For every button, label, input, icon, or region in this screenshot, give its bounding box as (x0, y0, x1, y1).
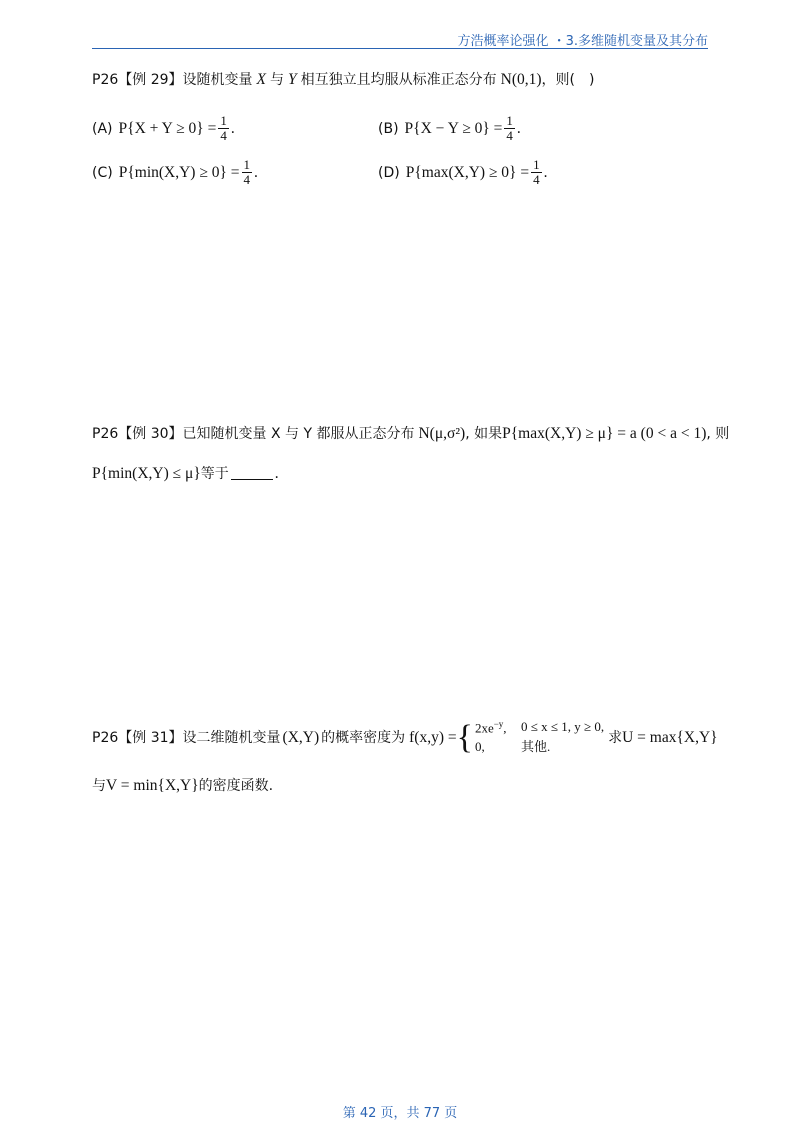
option-c-denominator: 4 (243, 172, 251, 188)
option-d-label: (D) (378, 164, 400, 181)
case-row-1 (475, 718, 604, 738)
example-31-lead: P26【例 31】设二维随机变量 (92, 729, 281, 746)
example-29-question (92, 72, 594, 88)
header-divider (92, 48, 708, 49)
option-b-end: . (516, 120, 521, 138)
option-a (92, 114, 235, 144)
example-31-ask: 求 (608, 729, 623, 746)
example-29-var-x: X (256, 71, 266, 88)
example-30-equals-text: 等于 (200, 465, 229, 482)
option-c-expr: P{min(X,Y) ≥ 0} = (118, 164, 240, 182)
option-c (92, 158, 258, 188)
case-1-condition: 0 ≤ x ≤ 1, y ≥ 0, (520, 719, 605, 734)
example-29-tail: ，则( ) (541, 71, 595, 88)
case-1-exponent: −y (493, 719, 504, 729)
option-d-end: . (543, 164, 548, 182)
option-c-fraction (242, 158, 253, 188)
example-30-tail: , 则 (706, 425, 730, 442)
example-30-question (92, 426, 729, 442)
left-brace-icon: { (456, 718, 473, 756)
example-31-v-definition: V = min{X,Y} (106, 777, 199, 794)
example-31-pair: (X,Y) (282, 728, 320, 746)
option-c-label: (C) (92, 164, 113, 181)
example-30-end: . (274, 465, 279, 482)
option-b-denominator: 4 (506, 128, 513, 144)
option-c-numerator: 1 (243, 157, 251, 172)
case-2-value: 0, (474, 739, 485, 755)
option-a-fraction (218, 114, 229, 144)
option-a-label: (A) (92, 120, 113, 137)
page-header-title: 方浩概率论强化 ・3.多维随机变量及其分布 (457, 34, 708, 49)
example-30-target-expr: P{min(X,Y) ≤ μ} (92, 465, 201, 482)
option-b-fraction (504, 114, 515, 144)
option-a-numerator: 1 (220, 113, 227, 128)
case-1-separator: , (503, 720, 507, 736)
option-d-expr: P{max(X,Y) ≥ 0} = (405, 164, 530, 182)
option-d (378, 158, 548, 188)
option-a-end: . (230, 120, 235, 138)
option-b-label: (B) (378, 120, 399, 137)
example-30-line2 (92, 466, 279, 482)
example-31-line2 (92, 778, 273, 794)
example-30-lead: P26【例 30】已知随机变量 X 与 Y 都服从正态分布 (92, 425, 415, 442)
example-31-question (92, 718, 718, 757)
example-29-var-y: Y (288, 71, 297, 88)
page-number-footer: 第 42 页，共 77 页 (342, 1106, 458, 1121)
example-30-mid: , 如果 (465, 425, 503, 442)
example-30-condition: P{max(X,Y) ≥ μ} = a (0 < a < 1) (502, 425, 707, 442)
option-c-end: . (254, 164, 258, 182)
piecewise-definition (457, 718, 604, 757)
example-31-func: f(x,y) = (409, 728, 457, 746)
case-row-2 (475, 738, 604, 757)
example-31-line2-lead: 与 (92, 777, 106, 794)
example-31-u-definition: U = max{X,Y} (622, 728, 718, 746)
case-1-value: 2xe (474, 720, 494, 736)
option-b (378, 114, 521, 144)
answer-blank (231, 467, 273, 480)
option-d-numerator: 1 (533, 157, 540, 172)
option-b-expr: P{X − Y ≥ 0} = (404, 120, 503, 138)
option-a-denominator: 4 (220, 128, 227, 144)
case-2-condition: 其他. (520, 739, 551, 755)
option-d-denominator: 4 (533, 172, 540, 188)
example-31-line2-tail: 的密度函数. (198, 777, 274, 794)
example-31-mid: 的概率密度为 (321, 729, 406, 746)
example-29-lead: P26【例 29】设随机变量 (92, 71, 253, 88)
option-b-numerator: 1 (506, 113, 513, 128)
option-a-expr: P{X + Y ≥ 0} = (118, 120, 217, 138)
example-29-mid1: 与 (270, 71, 284, 88)
example-29-mid2: 相互独立且均服从标准正态分布 (300, 71, 497, 88)
option-d-fraction (531, 158, 542, 188)
example-30-distribution: N(μ,σ²) (418, 425, 466, 442)
example-29-distribution: N(0,1) (500, 71, 542, 88)
